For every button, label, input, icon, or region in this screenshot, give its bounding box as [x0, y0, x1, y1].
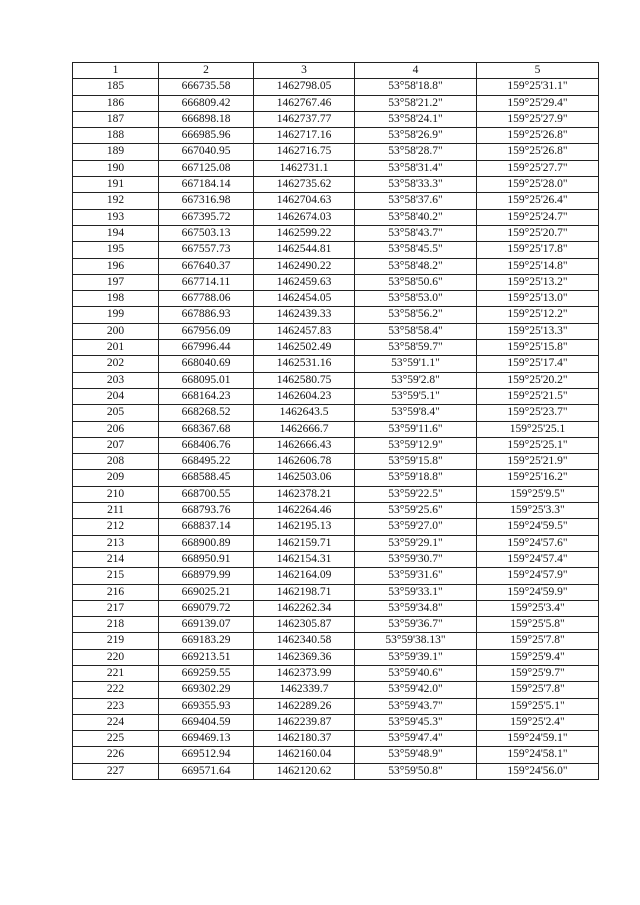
y-coordinate-cell: 1462373.99 — [254, 665, 355, 681]
y-coordinate-cell: 1462264.46 — [254, 503, 355, 519]
y-coordinate-cell: 1462454.05 — [254, 291, 355, 307]
table-row — [73, 714, 599, 730]
x-coordinate-cell: 667886.93 — [159, 307, 254, 323]
y-coordinate-cell: 1462180.37 — [254, 731, 355, 747]
latitude-cell: 53°58'58.4" — [355, 323, 477, 339]
latitude-cell: 53°59'29.1" — [355, 535, 477, 551]
x-coordinate-cell: 667714.11 — [159, 274, 254, 290]
point-number-cell: 210 — [73, 486, 159, 502]
longitude-cell: 159°25'25.1" — [477, 437, 599, 453]
table-row — [73, 160, 599, 176]
y-coordinate-cell: 1462459.63 — [254, 274, 355, 290]
table-row — [73, 568, 599, 584]
longitude-cell: 159°25'9.4" — [477, 649, 599, 665]
point-number-cell: 201 — [73, 340, 159, 356]
x-coordinate-cell: 669355.93 — [159, 698, 254, 714]
table-row — [73, 356, 599, 372]
table-row — [73, 617, 599, 633]
latitude-cell: 53°59'38.13" — [355, 633, 477, 649]
point-number-cell: 193 — [73, 209, 159, 225]
x-coordinate-cell: 667640.37 — [159, 258, 254, 274]
longitude-cell: 159°25'23.7" — [477, 405, 599, 421]
longitude-cell: 159°25'7.8" — [477, 682, 599, 698]
table-row — [73, 372, 599, 388]
longitude-cell: 159°25'20.7" — [477, 225, 599, 241]
y-coordinate-cell: 1462378.21 — [254, 486, 355, 502]
column-header-4: 4 — [355, 63, 477, 79]
x-coordinate-cell: 667316.98 — [159, 193, 254, 209]
y-coordinate-cell: 1462305.87 — [254, 617, 355, 633]
latitude-cell: 53°59'34.8" — [355, 600, 477, 616]
latitude-cell: 53°59'8.4" — [355, 405, 477, 421]
latitude-cell: 53°59'25.6" — [355, 503, 477, 519]
point-number-cell: 220 — [73, 649, 159, 665]
table-row — [73, 437, 599, 453]
point-number-cell: 221 — [73, 665, 159, 681]
latitude-cell: 53°59'27.0" — [355, 519, 477, 535]
point-number-cell: 203 — [73, 372, 159, 388]
point-number-cell: 208 — [73, 454, 159, 470]
x-coordinate-cell: 669571.64 — [159, 763, 254, 779]
table-row — [73, 225, 599, 241]
point-number-cell: 194 — [73, 225, 159, 241]
y-coordinate-cell: 1462731.1 — [254, 160, 355, 176]
coordinates-table — [72, 62, 599, 780]
x-coordinate-cell: 668164.23 — [159, 388, 254, 404]
latitude-cell: 53°59'42.0" — [355, 682, 477, 698]
x-coordinate-cell: 668837.14 — [159, 519, 254, 535]
x-coordinate-cell: 667040.95 — [159, 144, 254, 160]
x-coordinate-cell: 667125.08 — [159, 160, 254, 176]
table-row — [73, 519, 599, 535]
table-row — [73, 584, 599, 600]
table-row — [73, 503, 599, 519]
latitude-cell: 53°59'30.7" — [355, 551, 477, 567]
y-coordinate-cell: 1462198.71 — [254, 584, 355, 600]
y-coordinate-cell: 1462503.06 — [254, 470, 355, 486]
y-coordinate-cell: 1462643.5 — [254, 405, 355, 421]
point-number-cell: 209 — [73, 470, 159, 486]
latitude-cell: 53°59'22.5" — [355, 486, 477, 502]
table-row — [73, 600, 599, 616]
latitude-cell: 53°59'33.1" — [355, 584, 477, 600]
x-coordinate-cell: 666898.18 — [159, 111, 254, 127]
latitude-cell: 53°59'31.6" — [355, 568, 477, 584]
table-row — [73, 731, 599, 747]
y-coordinate-cell: 1462717.16 — [254, 128, 355, 144]
x-coordinate-cell: 667557.73 — [159, 242, 254, 258]
x-coordinate-cell: 669139.07 — [159, 617, 254, 633]
y-coordinate-cell: 1462666.43 — [254, 437, 355, 453]
latitude-cell: 53°59'2.8" — [355, 372, 477, 388]
y-coordinate-cell: 1462531.16 — [254, 356, 355, 372]
latitude-cell: 53°59'48.9" — [355, 747, 477, 763]
point-number-cell: 214 — [73, 551, 159, 567]
table-row — [73, 242, 599, 258]
point-number-cell: 212 — [73, 519, 159, 535]
table-row — [73, 421, 599, 437]
longitude-cell: 159°25'29.4" — [477, 95, 599, 111]
point-number-cell: 202 — [73, 356, 159, 372]
y-coordinate-cell: 1462262.34 — [254, 600, 355, 616]
latitude-cell: 53°59'45.3" — [355, 714, 477, 730]
y-coordinate-cell: 1462490.22 — [254, 258, 355, 274]
x-coordinate-cell: 667956.09 — [159, 323, 254, 339]
latitude-cell: 53°59'15.8" — [355, 454, 477, 470]
y-coordinate-cell: 1462159.71 — [254, 535, 355, 551]
longitude-cell: 159°25'28.0" — [477, 177, 599, 193]
table-row — [73, 177, 599, 193]
latitude-cell: 53°58'24.1" — [355, 111, 477, 127]
longitude-cell: 159°24'57.9" — [477, 568, 599, 584]
y-coordinate-cell: 1462160.04 — [254, 747, 355, 763]
x-coordinate-cell: 667184.14 — [159, 177, 254, 193]
y-coordinate-cell: 1462439.33 — [254, 307, 355, 323]
y-coordinate-cell: 1462599.22 — [254, 225, 355, 241]
x-coordinate-cell: 669025.21 — [159, 584, 254, 600]
longitude-cell: 159°25'31.1" — [477, 79, 599, 95]
table-body — [73, 79, 599, 780]
table-row — [73, 258, 599, 274]
y-coordinate-cell: 1462798.05 — [254, 79, 355, 95]
x-coordinate-cell: 668406.76 — [159, 437, 254, 453]
longitude-cell: 159°25'27.9" — [477, 111, 599, 127]
table-row — [73, 486, 599, 502]
x-coordinate-cell: 669213.51 — [159, 649, 254, 665]
point-number-cell: 218 — [73, 617, 159, 633]
table-row — [73, 747, 599, 763]
y-coordinate-cell: 1462767.46 — [254, 95, 355, 111]
x-coordinate-cell: 668268.52 — [159, 405, 254, 421]
longitude-cell: 159°25'9.7" — [477, 665, 599, 681]
point-number-cell: 187 — [73, 111, 159, 127]
point-number-cell: 219 — [73, 633, 159, 649]
column-header-5: 5 — [477, 63, 599, 79]
longitude-cell: 159°25'3.3" — [477, 503, 599, 519]
x-coordinate-cell: 668950.91 — [159, 551, 254, 567]
point-number-cell: 195 — [73, 242, 159, 258]
y-coordinate-cell: 1462604.23 — [254, 388, 355, 404]
point-number-cell: 186 — [73, 95, 159, 111]
column-header-2: 2 — [159, 63, 254, 79]
latitude-cell: 53°58'28.7" — [355, 144, 477, 160]
table-row — [73, 405, 599, 421]
x-coordinate-cell: 668793.76 — [159, 503, 254, 519]
latitude-cell: 53°58'45.5" — [355, 242, 477, 258]
point-number-cell: 192 — [73, 193, 159, 209]
point-number-cell: 189 — [73, 144, 159, 160]
y-coordinate-cell: 1462239.87 — [254, 714, 355, 730]
point-number-cell: 224 — [73, 714, 159, 730]
latitude-cell: 53°59'40.6" — [355, 665, 477, 681]
longitude-cell: 159°25'21.9" — [477, 454, 599, 470]
longitude-cell: 159°25'14.8" — [477, 258, 599, 274]
y-coordinate-cell: 1462289.26 — [254, 698, 355, 714]
table-row — [73, 454, 599, 470]
x-coordinate-cell: 666985.96 — [159, 128, 254, 144]
latitude-cell: 53°58'33.3" — [355, 177, 477, 193]
longitude-cell: 159°25'13.2" — [477, 274, 599, 290]
longitude-cell: 159°25'13.3" — [477, 323, 599, 339]
latitude-cell: 53°59'12.9" — [355, 437, 477, 453]
latitude-cell: 53°58'48.2" — [355, 258, 477, 274]
point-number-cell: 200 — [73, 323, 159, 339]
latitude-cell: 53°58'53.0" — [355, 291, 477, 307]
latitude-cell: 53°58'37.6" — [355, 193, 477, 209]
table-row — [73, 323, 599, 339]
latitude-cell: 53°58'18.8" — [355, 79, 477, 95]
longitude-cell: 159°25'13.0" — [477, 291, 599, 307]
point-number-cell: 215 — [73, 568, 159, 584]
x-coordinate-cell: 669259.55 — [159, 665, 254, 681]
x-coordinate-cell: 668700.55 — [159, 486, 254, 502]
longitude-cell: 159°25'7.8" — [477, 633, 599, 649]
x-coordinate-cell: 669079.72 — [159, 600, 254, 616]
table-row — [73, 633, 599, 649]
longitude-cell: 159°25'24.7" — [477, 209, 599, 225]
column-header-3: 3 — [254, 63, 355, 79]
table-row — [73, 128, 599, 144]
x-coordinate-cell: 668495.22 — [159, 454, 254, 470]
point-number-cell: 190 — [73, 160, 159, 176]
longitude-cell: 159°25'3.4" — [477, 600, 599, 616]
table-row — [73, 79, 599, 95]
longitude-cell: 159°24'59.5" — [477, 519, 599, 535]
x-coordinate-cell: 667503.13 — [159, 225, 254, 241]
latitude-cell: 53°58'50.6" — [355, 274, 477, 290]
latitude-cell: 53°59'47.4" — [355, 731, 477, 747]
point-number-cell: 223 — [73, 698, 159, 714]
point-number-cell: 226 — [73, 747, 159, 763]
x-coordinate-cell: 668040.69 — [159, 356, 254, 372]
longitude-cell: 159°25'20.2" — [477, 372, 599, 388]
table-row — [73, 698, 599, 714]
point-number-cell: 206 — [73, 421, 159, 437]
table-row — [73, 763, 599, 779]
point-number-cell: 204 — [73, 388, 159, 404]
header-row — [73, 63, 599, 79]
longitude-cell: 159°25'26.4" — [477, 193, 599, 209]
x-coordinate-cell: 668367.68 — [159, 421, 254, 437]
point-number-cell: 207 — [73, 437, 159, 453]
latitude-cell: 53°58'26.9" — [355, 128, 477, 144]
x-coordinate-cell: 668095.01 — [159, 372, 254, 388]
point-number-cell: 211 — [73, 503, 159, 519]
table-row — [73, 665, 599, 681]
y-coordinate-cell: 1462457.83 — [254, 323, 355, 339]
x-coordinate-cell: 666809.42 — [159, 95, 254, 111]
y-coordinate-cell: 1462737.77 — [254, 111, 355, 127]
latitude-cell: 53°58'40.2" — [355, 209, 477, 225]
x-coordinate-cell: 668979.99 — [159, 568, 254, 584]
y-coordinate-cell: 1462120.62 — [254, 763, 355, 779]
longitude-cell: 159°25'25.1 — [477, 421, 599, 437]
latitude-cell: 53°58'21.2" — [355, 95, 477, 111]
longitude-cell: 159°25'17.4" — [477, 356, 599, 372]
y-coordinate-cell: 1462716.75 — [254, 144, 355, 160]
latitude-cell: 53°59'43.7" — [355, 698, 477, 714]
x-coordinate-cell: 668588.45 — [159, 470, 254, 486]
latitude-cell: 53°58'56.2" — [355, 307, 477, 323]
latitude-cell: 53°59'1.1" — [355, 356, 477, 372]
point-number-cell: 191 — [73, 177, 159, 193]
point-number-cell: 197 — [73, 274, 159, 290]
longitude-cell: 159°25'5.8" — [477, 617, 599, 633]
longitude-cell: 159°25'9.5" — [477, 486, 599, 502]
longitude-cell: 159°25'16.2" — [477, 470, 599, 486]
y-coordinate-cell: 1462735.62 — [254, 177, 355, 193]
longitude-cell: 159°24'57.6" — [477, 535, 599, 551]
point-number-cell: 185 — [73, 79, 159, 95]
x-coordinate-cell: 669183.29 — [159, 633, 254, 649]
longitude-cell: 159°25'26.8" — [477, 144, 599, 160]
point-number-cell: 198 — [73, 291, 159, 307]
point-number-cell: 225 — [73, 731, 159, 747]
y-coordinate-cell: 1462666.7 — [254, 421, 355, 437]
latitude-cell: 53°58'59.7" — [355, 340, 477, 356]
table-row — [73, 209, 599, 225]
longitude-cell: 159°25'2.4" — [477, 714, 599, 730]
table-row — [73, 95, 599, 111]
table-row — [73, 193, 599, 209]
y-coordinate-cell: 1462195.13 — [254, 519, 355, 535]
x-coordinate-cell: 668900.89 — [159, 535, 254, 551]
table-row — [73, 388, 599, 404]
column-header-1: 1 — [73, 63, 159, 79]
x-coordinate-cell: 669302.29 — [159, 682, 254, 698]
latitude-cell: 53°59'18.8" — [355, 470, 477, 486]
table-row — [73, 291, 599, 307]
point-number-cell: 213 — [73, 535, 159, 551]
latitude-cell: 53°58'31.4" — [355, 160, 477, 176]
latitude-cell: 53°59'11.6" — [355, 421, 477, 437]
longitude-cell: 159°24'59.1" — [477, 731, 599, 747]
longitude-cell: 159°24'58.1" — [477, 747, 599, 763]
x-coordinate-cell: 667788.06 — [159, 291, 254, 307]
table-row — [73, 551, 599, 567]
table-row — [73, 682, 599, 698]
longitude-cell: 159°25'5.1" — [477, 698, 599, 714]
point-number-cell: 196 — [73, 258, 159, 274]
x-coordinate-cell: 669512.94 — [159, 747, 254, 763]
latitude-cell: 53°59'50.8" — [355, 763, 477, 779]
point-number-cell: 222 — [73, 682, 159, 698]
longitude-cell: 159°25'27.7" — [477, 160, 599, 176]
table-row — [73, 307, 599, 323]
table-row — [73, 111, 599, 127]
point-number-cell: 188 — [73, 128, 159, 144]
longitude-cell: 159°24'57.4" — [477, 551, 599, 567]
longitude-cell: 159°24'56.0" — [477, 763, 599, 779]
point-number-cell: 217 — [73, 600, 159, 616]
table-row — [73, 470, 599, 486]
y-coordinate-cell: 1462369.36 — [254, 649, 355, 665]
latitude-cell: 53°59'36.7" — [355, 617, 477, 633]
y-coordinate-cell: 1462154.31 — [254, 551, 355, 567]
latitude-cell: 53°59'39.1" — [355, 649, 477, 665]
latitude-cell: 53°59'5.1" — [355, 388, 477, 404]
y-coordinate-cell: 1462606.78 — [254, 454, 355, 470]
point-number-cell: 227 — [73, 763, 159, 779]
latitude-cell: 53°58'43.7" — [355, 225, 477, 241]
x-coordinate-cell: 667996.44 — [159, 340, 254, 356]
y-coordinate-cell: 1462704.63 — [254, 193, 355, 209]
y-coordinate-cell: 1462340.58 — [254, 633, 355, 649]
longitude-cell: 159°25'21.5" — [477, 388, 599, 404]
longitude-cell: 159°25'17.8" — [477, 242, 599, 258]
point-number-cell: 205 — [73, 405, 159, 421]
y-coordinate-cell: 1462339.7 — [254, 682, 355, 698]
y-coordinate-cell: 1462502.49 — [254, 340, 355, 356]
table-row — [73, 340, 599, 356]
table-row — [73, 144, 599, 160]
x-coordinate-cell: 669404.59 — [159, 714, 254, 730]
table-row — [73, 535, 599, 551]
y-coordinate-cell: 1462580.75 — [254, 372, 355, 388]
y-coordinate-cell: 1462674.03 — [254, 209, 355, 225]
table-row — [73, 649, 599, 665]
longitude-cell: 159°24'59.9" — [477, 584, 599, 600]
y-coordinate-cell: 1462544.81 — [254, 242, 355, 258]
longitude-cell: 159°25'12.2" — [477, 307, 599, 323]
table-row — [73, 274, 599, 290]
point-number-cell: 216 — [73, 584, 159, 600]
x-coordinate-cell: 667395.72 — [159, 209, 254, 225]
point-number-cell: 199 — [73, 307, 159, 323]
y-coordinate-cell: 1462164.09 — [254, 568, 355, 584]
longitude-cell: 159°25'15.8" — [477, 340, 599, 356]
longitude-cell: 159°25'26.8" — [477, 128, 599, 144]
x-coordinate-cell: 669469.13 — [159, 731, 254, 747]
x-coordinate-cell: 666735.58 — [159, 79, 254, 95]
